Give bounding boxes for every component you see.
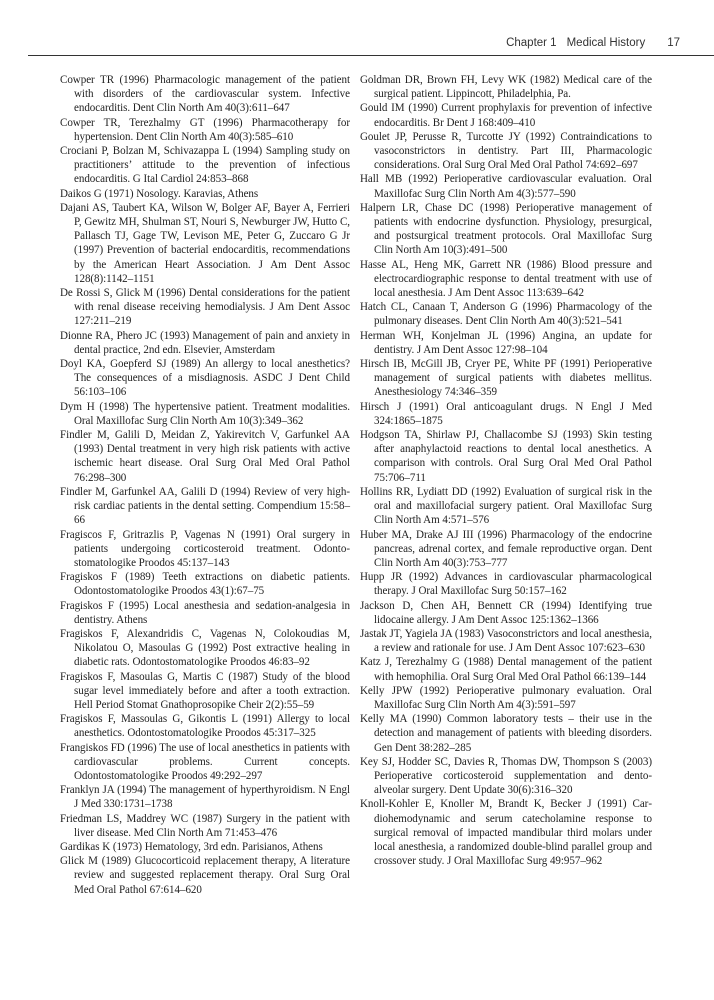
reference-entry: Crociani P, Bolzan M, Schivazappa L (1994) Sampling study on practitioners’ attitude to the prevention of infectious endocarditis. G Ital Cardiol 24:853–868 bbox=[60, 145, 350, 186]
reference-entry: Dym H (1998) The hypertensive patient. Treatment modalities. Oral Maxillofac Surg Clin North Am 10(3):349–362 bbox=[60, 400, 350, 427]
reference-entry: Key SJ, Hodder SC, Davies R, Thomas DW, Thompson S (2003) Perioperative corticosteroid supplementation and dento-alveolar surgery. Dent Update 30(6):316–320 bbox=[360, 755, 652, 797]
reference-entry: Findler M, Galili D, Meidan Z, Yakirevitch V, Garfunkel AA (1993) Dental treatment in very high risk patients with active ischemic heart disease. Oral Surg Oral Med Oral Pathol 76:298–300 bbox=[60, 429, 350, 484]
reference-entry: Dajani AS, Taubert KA, Wilson W, Bolger AF, Bayer A, Ferrieri P, Gewitz MH, Shulman ST, Nouri S, Newburger JW, Hutto C, Pallasch TJ, Gage TW, Levison ME, Peter G, Zuccaro G Jr (1997) Prevention of bacterial endocarditis, recommendations by the American Heart Association. J Am Dent Assoc 128(8):1142–1151 bbox=[60, 201, 350, 285]
reference-entry: Hasse AL, Heng MK, Garrett NR (1986) Blood pressure and electrocardiographic response to dental treatment with use of local anesthesia. J Am Dent Assoc 113:639–642 bbox=[360, 258, 652, 300]
reference-entry: Gould IM (1990) Current prophylaxis for prevention of infective endocarditis. Br Dent J 168:409–410 bbox=[360, 102, 652, 129]
running-header bbox=[506, 37, 680, 49]
reference-entry: Fragiskos F, Alexandridis C, Vagenas N, Colokoudias M, Nikolatou O, Masoulas G (1992) Post extractive healing in diabetic rats. Odontostomatologike Proodos 46:83–92 bbox=[60, 627, 350, 669]
reference-entry: Jastak JT, Yagiela JA (1983) Vasoconstrictors and local anesthesia, a review and rationale for use. J Am Dent Assoc 107:623–630 bbox=[360, 627, 652, 655]
references-left-column bbox=[60, 73, 350, 897]
reference-entry: Knoll-Kohler E, Knoller M, Brandt K, Becker J (1991) Cardiohemodynamic and serum catecholamine response to surgical removal of impacted mandibular third molars under local anesthesia, a randomized double-blind parallel group and crossover study. J Oral Maxillofac Surg 49:957–962 bbox=[360, 798, 652, 868]
references-right-column bbox=[360, 73, 652, 868]
reference-entry: Kelly JPW (1992) Perioperative pulmonary evaluation. Oral Maxillofac Surg Clin North Am 4(3):591–597 bbox=[360, 684, 652, 711]
reference-entry: Gardikas K (1973) Hematology, 3rd edn. Parisianos, Athens bbox=[60, 840, 323, 853]
reference-entry: Glick M (1989) Glucocorticoid replacement therapy, A literature review and suggested replacement therapy. Oral Surg Oral Med Oral Pathol 67:614–620 bbox=[60, 855, 350, 896]
reference-entry: Frangiskos FD (1996) The use of local anesthetics in patients with cardiovascular problems. Current concepts. Odontostomatologike Proodos 49:292–297 bbox=[60, 741, 350, 782]
reference-entry: Herman WH, Konjelman JL (1996) Angina, an update for dentistry. J Am Dent Assoc 127:98–104 bbox=[360, 329, 652, 356]
reference-entry: Katz J, Terezhalmy G (1988) Dental management of the patient with hemophilia. Oral Surg Oral Med Oral Pathol 66:139–144 bbox=[360, 656, 652, 683]
reference-entry: Daikos G (1971) Nosology. Karavias, Athens bbox=[60, 187, 259, 200]
reference-entry: Goulet JP, Perusse R, Turcotte JY (1992) Contraindications to vasoconstrictors in dentistry. Part III, Pharmacologic considerations. Oral Surg Oral Med Oral Pathol 74:692–697 bbox=[360, 130, 652, 172]
reference-entry: Cowper TR (1996) Pharmacologic management of the patient with disorders of the cardiovascular system. Infective endocarditis. Dent Clin North Am 40(3):611–647 bbox=[60, 74, 350, 115]
reference-entry: Hirsch J (1991) Oral anticoagulant drugs. N Engl J Med 324:1865–1875 bbox=[360, 400, 652, 427]
reference-entry: Fragiscos F, Gritrazlis P, Vagenas N (1991) Oral surgery in patients undergoing corticosteroid treatment. Odontostomatologike Proodos 45:137–143 bbox=[60, 528, 350, 569]
reference-entry: Halpern LR, Chase DC (1998) Perioperative management of patients with endocrine dysfunction. Physiology, presurgical, and postsurgical treatment protocols. Oral Maxillofac Surg Clin North Am 10(3):491–500 bbox=[360, 201, 652, 257]
reference-entry: De Rossi S, Glick M (1996) Dental considerations for the patient with renal disease receiving hemodialysis. J Am Dent Assoc 127:211–219 bbox=[60, 287, 350, 328]
chapter-title: Medical History bbox=[566, 37, 646, 49]
reference-entry: Fragiskos F, Masoulas G, Martis C (1987) Study of the blood sugar level immediately before and after a tooth extraction. Hell Period Stomat Gnathoprosopike Cheir 2(2):55–59 bbox=[60, 670, 350, 711]
reference-entry: Fragiskos F (1989) Teeth extractions on diabetic patients. Odontostomatologike Proodos 43(1):67–75 bbox=[60, 571, 350, 598]
header-rule bbox=[28, 55, 714, 56]
reference-entry: Franklyn JA (1994) The management of hyperthyroidism. N Engl J Med 330:1731–1738 bbox=[60, 784, 350, 811]
reference-entry: Hall MB (1992) Perioperative cardiovascular evaluation. Oral Maxillofac Surg Clin North Am 4(3):577–590 bbox=[360, 173, 652, 200]
reference-entry: Friedman LS, Maddrey WC (1987) Surgery in the patient with liver disease. Med Clin North Am 71:453–476 bbox=[60, 812, 350, 839]
reference-entry: Jackson D, Chen AH, Bennett CR (1994) Identifying true lidocaine allergy. J Am Dent Assoc 125:1362–1366 bbox=[360, 599, 652, 626]
reference-entry: Fragiskos F (1995) Local anesthesia and sedation-analgesia in dentistry. Athens bbox=[60, 599, 350, 626]
reference-entry: Doyl KA, Goepferd SJ (1989) An allergy to local anesthetics? The consequences of a misdiagnosis. ASDC J Dent Child 56:103–106 bbox=[60, 358, 350, 399]
reference-entry: Hollins RR, Lydiatt DD (1992) Evaluation of surgical risk in the oral and maxillofacial surgery patient. Oral Maxillofac Surg Clin North Am 4:571–576 bbox=[360, 485, 652, 527]
reference-entry: Goldman DR, Brown FH, Levy WK (1982) Medical care of the surgical patient. Lippincott, Philadelphia, Pa. bbox=[360, 74, 652, 101]
chapter-label: Chapter 1 bbox=[506, 37, 557, 49]
reference-entry: Findler M, Garfunkel AA, Galili D (1994) Review of very high-risk cardiac patients in the dental setting. Compendium 15:58–66 bbox=[60, 485, 350, 527]
reference-entry: Dionne RA, Phero JC (1993) Management of pain and anxiety in dental practice, 2nd edn. Elsevier, Amsterdam bbox=[60, 329, 350, 356]
reference-entry: Hirsch IB, McGill JB, Cryer PE, White PF (1991) Perioperative management of surgical patients with diabetes mellitus. Anesthesiology 74:346–359 bbox=[360, 358, 652, 399]
reference-entry: Cowper TR, Terezhalmy GT (1996) Pharmacotherapy for hypertension. Dent Clin North Am 40(3):585–610 bbox=[60, 116, 350, 143]
reference-entry: Fragiskos F, Massoulas G, Gikontis L (1991) Allergy to local anesthetics. Odontostomatologike Proodos 45:317–325 bbox=[60, 713, 350, 740]
reference-entry: Kelly MA (1990) Common laboratory tests – their use in the detection and management of patients with bleeding disorders. Gen Dent 38:282–285 bbox=[360, 713, 652, 754]
reference-entry: Huber MA, Drake AJ III (1996) Pharmacology of the endocrine pancreas, adrenal cortex, and female reproductive organ. Dent Clin North Am 40(3):753–777 bbox=[360, 528, 652, 569]
reference-entry: Hupp JR (1992) Advances in cardiovascular pharmacological therapy. J Oral Maxillofac Surg 50:157–162 bbox=[360, 571, 652, 598]
page-number: 17 bbox=[667, 37, 680, 49]
reference-entry: Hatch CL, Canaan T, Anderson G (1996) Pharmacology of the pulmonary diseases. Dent Clin North Am 40(3):521–541 bbox=[360, 301, 652, 328]
reference-entry: Hodgson TA, Shirlaw PJ, Challacombe SJ (1993) Skin testing after anaphylactoid reactions to dental local anesthetics. A comparison with controls. Oral Surg Oral Med Oral Pathol 75:706–711 bbox=[360, 429, 652, 484]
